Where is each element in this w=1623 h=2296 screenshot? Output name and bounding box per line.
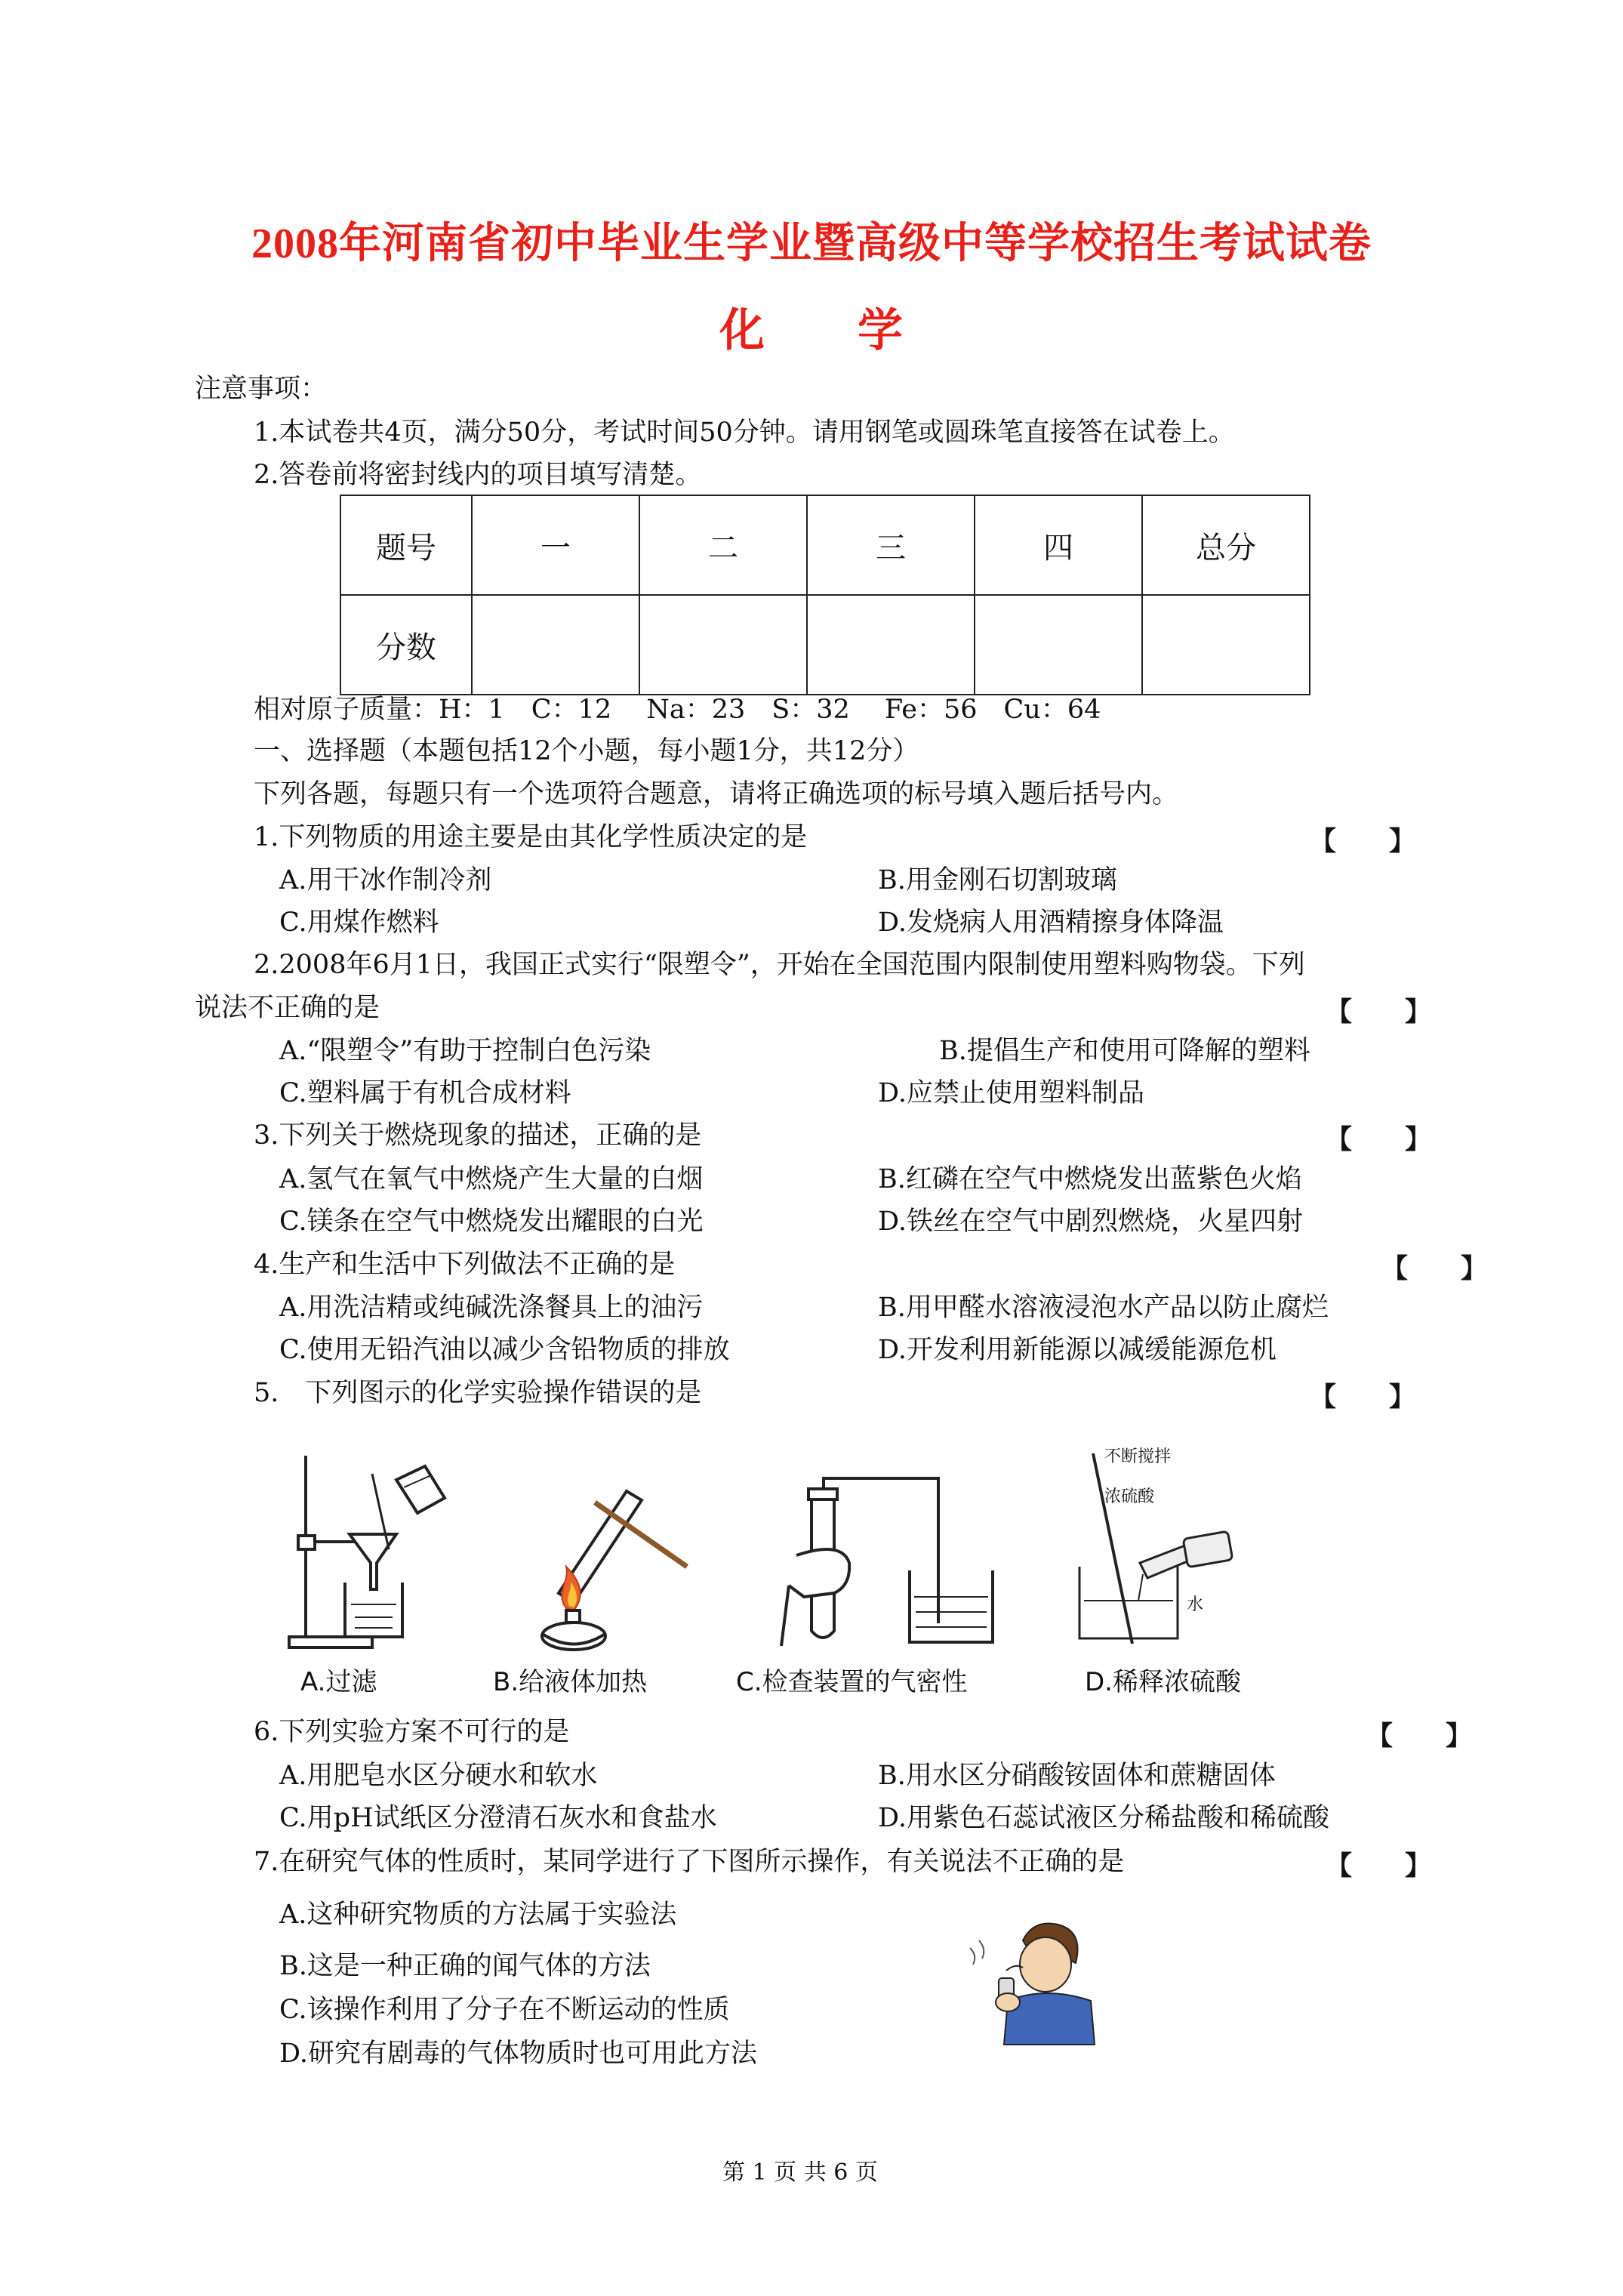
label-continuous-stirring: 不断搅拌 (1104, 1447, 1172, 1466)
q2-option-c: C.塑料属于有机合成材料 (279, 1078, 571, 1108)
score-cell[interactable] (639, 595, 807, 695)
q6-option-b: B.用水区分硝酸铵固体和蔗糖固体 (878, 1761, 1276, 1791)
exam-title: 2008年河南省初中毕业生学业暨高级中等学校招生考试试卷 (251, 220, 1372, 267)
score-table-header: 总分 (1142, 495, 1310, 595)
q1-option-d: D.发烧病人用酒精擦身体降温 (878, 908, 1224, 938)
q1-answer-bracket[interactable]: 【 】 (1310, 826, 1416, 857)
q7-option-c: C.该操作利用了分子在不断运动的性质 (279, 1995, 730, 2025)
q3-answer-bracket[interactable]: 【 】 (1326, 1124, 1432, 1155)
q4-stem: 4.生产和生活中下列做法不正确的是 (254, 1250, 676, 1280)
q1-option-c: C.用煤作燃料 (279, 908, 439, 938)
figure-caption-a: A.过滤 (300, 1667, 377, 1697)
q7-stem: 7.在研究气体的性质时，某同学进行了下图所示操作，有关说法不正确的是 (254, 1847, 1125, 1877)
q4-option-a: A.用洗洁精或纯碱洗涤餐具上的油污 (279, 1293, 704, 1323)
q2-option-a: A.“限塑令”有助于控制白色污染 (279, 1036, 651, 1066)
q3-option-c: C.镁条在空气中燃烧发出耀眼的白光 (279, 1207, 704, 1237)
section1-instruction: 下列各题，每题只有一个选项符合题意，请将正确选项的标号填入题后括号内。 (254, 779, 1179, 809)
q7-option-b: B.这是一种正确的闻气体的方法 (279, 1951, 651, 1981)
label-water: 水 (1187, 1595, 1204, 1614)
subject-title: 化 学 (719, 306, 904, 356)
q4-option-c: C.使用无铅汽油以减少含铅物质的排放 (279, 1335, 730, 1365)
page-footer: 第 1 页 共 6 页 (722, 2159, 878, 2186)
q6-option-c: C.用pH试纸区分澄清石灰水和食盐水 (279, 1803, 717, 1833)
score-table-header: 一 (472, 495, 639, 595)
notice-heading: 注意事项： (195, 374, 328, 404)
section1-heading: 一、选择题（本题包括12个小题，每小题1分，共12分） (254, 736, 919, 766)
q7-option-a: A.这种研究物质的方法属于实验法 (279, 1900, 677, 1930)
q1-stem: 1.下列物质的用途主要是由其化学性质决定的是 (254, 822, 808, 852)
label-concentrated-acid: 浓硫酸 (1104, 1487, 1155, 1506)
q2-option-b: B.提倡生产和使用可降解的塑料 (939, 1036, 1310, 1066)
q3-stem: 3.下列关于燃烧现象的描述，正确的是 (254, 1120, 702, 1151)
figure-caption-c: C.检查装置的气密性 (736, 1667, 968, 1697)
atomic-masses: 相对原子质量：H：1 C：12 Na：23 S：32 Fe：56 Cu：64 (254, 695, 1101, 725)
q4-option-d: D.开发利用新能源以减缓能源危机 (878, 1335, 1277, 1365)
filtration-apparatus-illustration (283, 1450, 457, 1653)
notice-item-1: 1.本试卷共4页，满分50分，考试时间50分钟。请用钢笔或圆珠笔直接答在试卷上。 (254, 418, 1235, 448)
q7-option-d: D.研究有剧毒的气体物质时也可用此方法 (279, 2039, 757, 2069)
score-table-header-row (340, 495, 1310, 595)
score-cell[interactable] (1142, 595, 1310, 695)
score-table-score-row (340, 595, 1310, 695)
q1-option-a: A.用干冰作制冷剂 (279, 865, 492, 895)
score-table-header: 题号 (340, 495, 472, 595)
student-smelling-gas-illustration (962, 1918, 1113, 2046)
q7-answer-bracket[interactable]: 【 】 (1326, 1851, 1432, 1881)
q5-stem: 5. 下列图示的化学实验操作错误的是 (254, 1378, 702, 1408)
score-cell[interactable] (975, 595, 1142, 695)
score-table (340, 495, 1310, 695)
score-table-header: 二 (639, 495, 807, 595)
q2-option-d: D.应禁止使用塑料制品 (878, 1078, 1144, 1108)
q4-option-b: B.用甲醛水溶液浸泡水产品以防止腐烂 (878, 1293, 1329, 1323)
q2-answer-bracket[interactable]: 【 】 (1326, 997, 1432, 1028)
figure-caption-d: D.稀释浓硫酸 (1085, 1667, 1241, 1697)
q3-option-b: B.红磷在空气中燃烧发出蓝紫色火焰 (878, 1164, 1302, 1194)
q3-option-d: D.铁丝在空气中剧烈燃烧，火星四射 (878, 1207, 1303, 1237)
score-table-row-label: 分数 (340, 595, 472, 695)
notice-item-2: 2.答卷前将密封线内的项目填写清楚。 (254, 460, 702, 490)
heating-liquid-illustration (513, 1461, 694, 1653)
q6-stem: 6.下列实验方案不可行的是 (254, 1717, 570, 1747)
q1-option-b: B.用金刚石切割玻璃 (878, 865, 1117, 895)
q6-option-a: A.用肥皂水区分硬水和软水 (279, 1761, 598, 1791)
score-table-header: 三 (807, 495, 975, 595)
q5-answer-bracket[interactable]: 【 】 (1310, 1382, 1416, 1413)
q6-option-d: D.用紫色石蕊试液区分稀盐酸和稀硫酸 (878, 1803, 1329, 1833)
dilute-sulfuric-acid-illustration (1064, 1446, 1268, 1653)
figure-caption-b: B.给液体加热 (493, 1667, 648, 1697)
airtightness-check-illustration (766, 1472, 1030, 1653)
q4-answer-bracket[interactable]: 【 】 (1381, 1253, 1488, 1284)
q6-answer-bracket[interactable]: 【 】 (1366, 1721, 1473, 1752)
q3-option-a: A.氢气在氧气中燃烧产生大量的白烟 (279, 1164, 704, 1194)
score-cell[interactable] (472, 595, 639, 695)
score-table-header: 四 (975, 495, 1142, 595)
q2-stem-cont: 说法不正确的是 (195, 993, 380, 1023)
score-cell[interactable] (807, 595, 975, 695)
q2-stem: 2.2008年6月1日，我国正式实行“限塑令”，开始在全国范围内限制使用塑料购物袋。下列 (254, 950, 1305, 980)
